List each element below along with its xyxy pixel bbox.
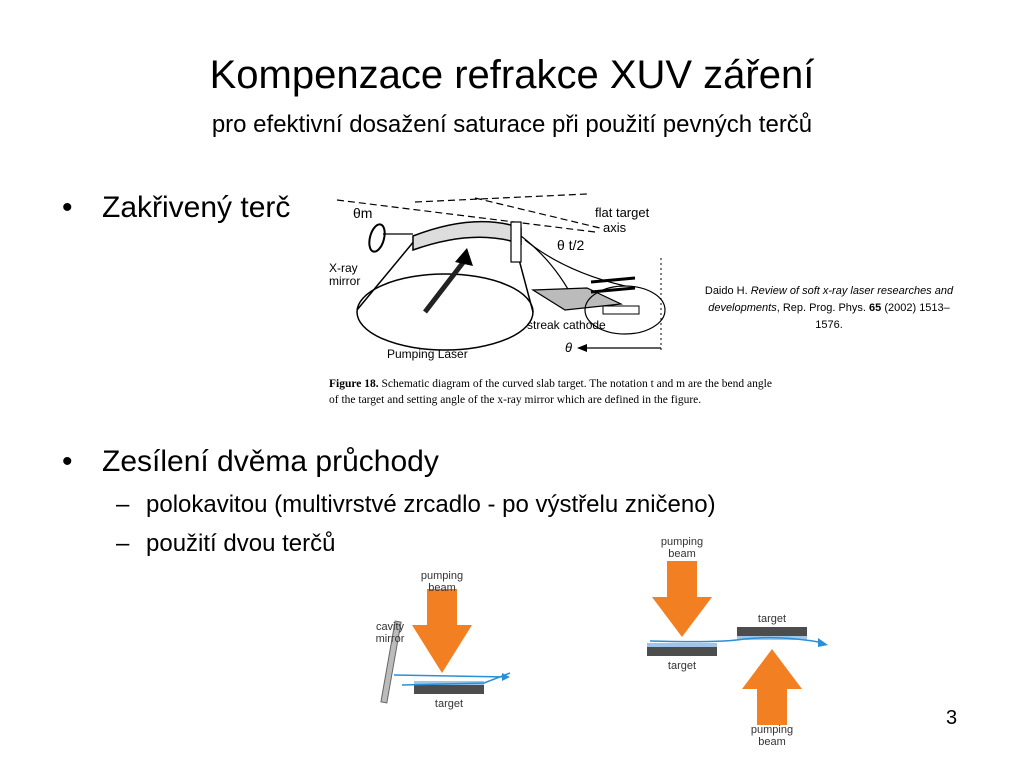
slide-title: Kompenzace refrakce XUV záření xyxy=(209,53,815,97)
double-pass-diagram xyxy=(372,535,832,750)
label-beam: beam xyxy=(758,736,786,748)
label-theta-m: θm xyxy=(353,205,373,221)
sub-bullet-symbol: – xyxy=(116,491,130,518)
label-target: target xyxy=(667,660,697,672)
caption-text: Schematic diagram of the curved slab target. The notation t and m are the bend angle xyxy=(378,378,772,390)
label-theta: θ xyxy=(565,340,573,355)
citation-volume: 65 xyxy=(869,302,882,314)
label-axis: axis xyxy=(603,220,627,235)
label-target: target xyxy=(434,698,464,710)
label-target: target xyxy=(757,613,787,625)
label-beam: beam xyxy=(668,548,696,560)
citation-journal: , Rep. Prog. Phys. xyxy=(776,302,870,314)
target-lower xyxy=(647,647,717,656)
label-pumping: pumping xyxy=(420,570,464,582)
figure-caption-line1 xyxy=(329,378,772,390)
gain-layer-lower xyxy=(647,643,717,647)
bullet-text: Zakřivený terč xyxy=(102,191,291,224)
sub-bullet-text: polokavitou (multivrstvé zrcadlo - po výstřelu zničeno) xyxy=(146,491,716,518)
streak-slit xyxy=(603,306,639,314)
target-end xyxy=(511,222,521,262)
label-pumping: pumping xyxy=(660,536,704,548)
sub-bullet-text: použití dvou terčů xyxy=(146,530,336,557)
label-pumping-laser: Pumping Laser xyxy=(387,347,468,361)
target-upper xyxy=(737,627,807,636)
citation-authors: Daido H. xyxy=(704,285,751,297)
target-left xyxy=(414,685,484,694)
slide-subtitle: pro efektivní dosažení saturace při použití pevných terčů xyxy=(211,111,813,138)
label-flat-target: flat target xyxy=(595,205,650,220)
bullet-symbol: • xyxy=(62,445,73,478)
label-mirror: mirror xyxy=(375,633,405,645)
figure-caption-line2: of the target and setting angle of the x-ray mirror which are defined in the figure. xyxy=(329,394,702,406)
citation-details: (2002) 1513–1576. xyxy=(815,302,950,331)
page-number: 3 xyxy=(946,707,958,729)
sub-bullet-symbol: – xyxy=(116,530,130,557)
label-xray: X-ray xyxy=(329,261,358,275)
label-beam: beam xyxy=(428,582,456,594)
label-cavity: cavity xyxy=(375,621,405,633)
citation-title: Review of soft x-ray laser researches and developments xyxy=(708,285,954,314)
double-pass-figure xyxy=(372,535,832,750)
citation xyxy=(700,283,958,334)
bullet-text: Zesílení dvěma průchody xyxy=(102,445,439,478)
label-pumping: pumping xyxy=(750,724,794,736)
bullet-symbol: • xyxy=(62,191,73,224)
label-mirror: mirror xyxy=(329,274,361,288)
label-streak-cathode: streak cathode xyxy=(527,318,606,332)
label-theta-t2: θ t/2 xyxy=(557,237,585,253)
caption-figure-number: Figure 18. xyxy=(329,378,379,390)
